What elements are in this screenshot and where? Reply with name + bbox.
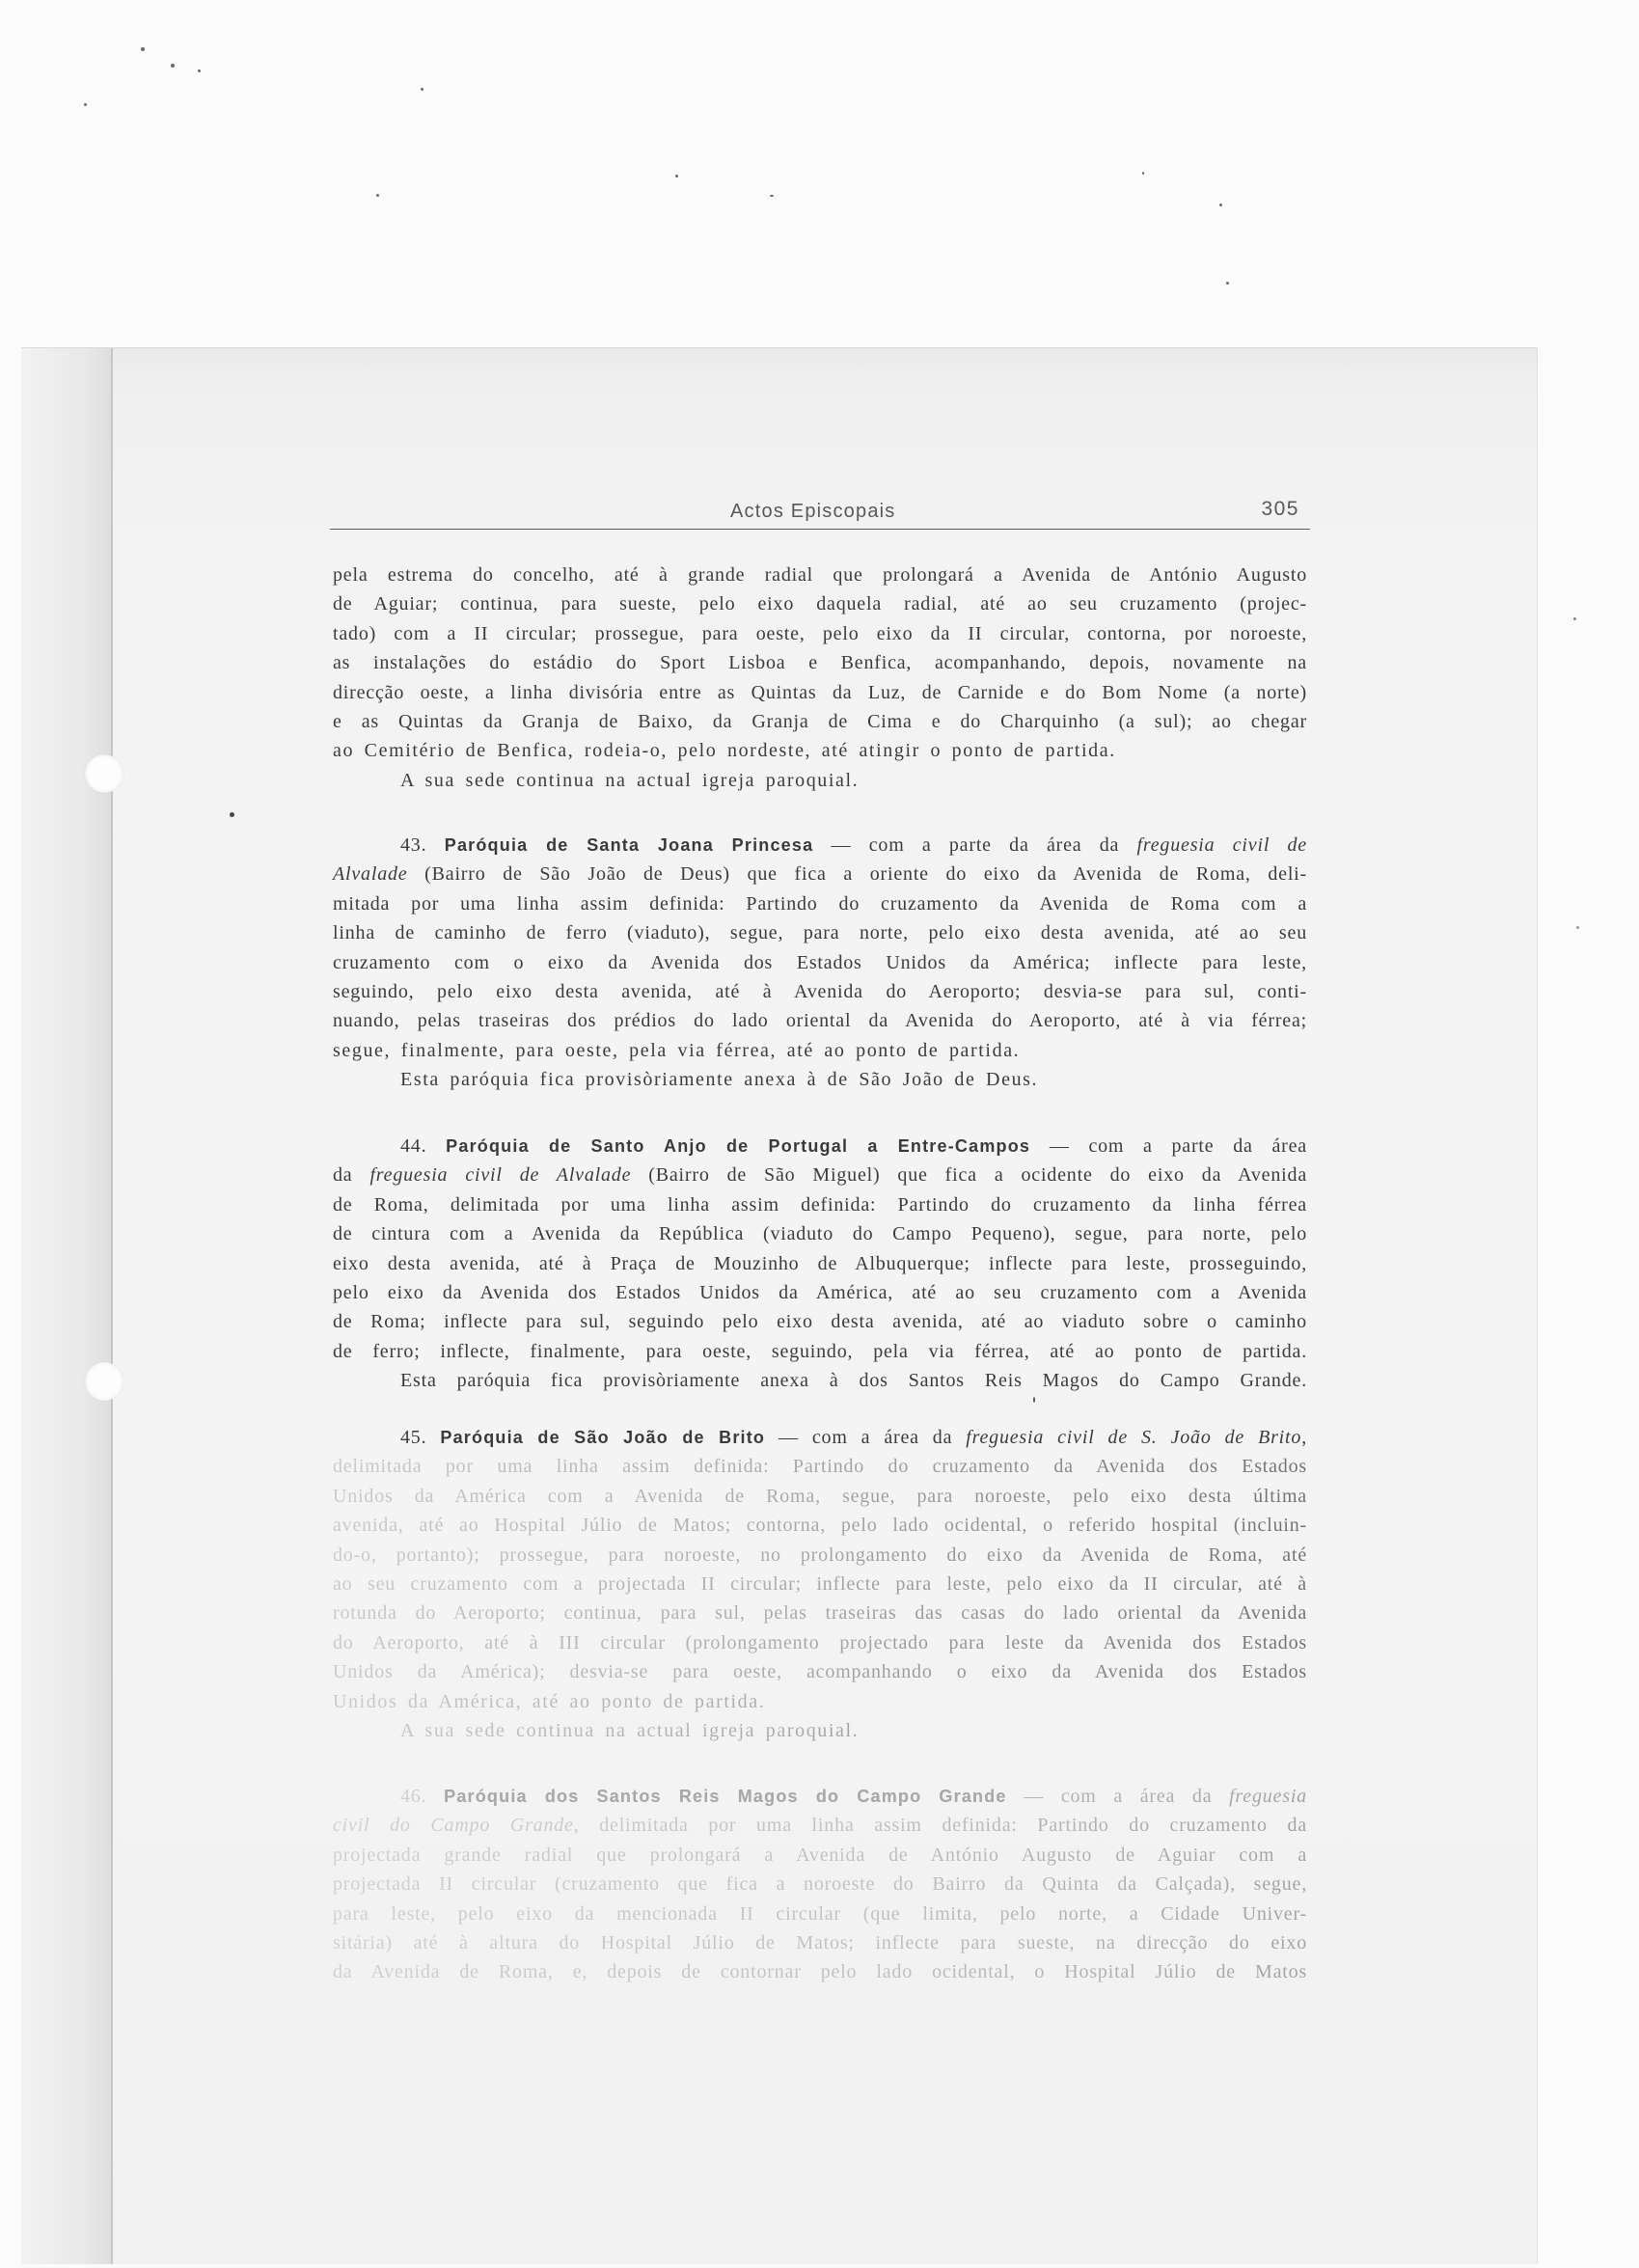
text-run: , delimitada por uma linha assim definida: Partindo do cruzamento da [573,1815,1307,1837]
text-line: direcção oeste, a linha divisória entre as Quintas da Luz, de Carnide e do Bom Nome (a norte) [333,681,1307,703]
scan-speck [198,69,201,72]
text-run: — com a área da [1006,1786,1230,1807]
text-line: de cintura com a Avenida da República (viaduto do Campo Pequeno), segue, para norte, pelo [333,1223,1307,1245]
section-number: 44. [400,1135,427,1157]
scan-speck [1033,1397,1035,1403]
section-44 [333,1132,1307,1396]
text-line [333,860,1307,888]
scan-speck [1226,282,1229,285]
section-note: A sua sede continua na actual igreja paroquial. [400,769,860,791]
section-heading-line [333,1132,1307,1161]
scan-speck [1573,617,1576,620]
text-line: da Avenida de Roma, e, depois de contornar pelo lado ocidental, o Hospital Júlio de Matos [333,1957,1307,1986]
text-line: projectada II circular (cruzamento que fica a noroeste do Bairro da Quinta da Calçada), segue, [333,1870,1307,1899]
scan-speck [1576,926,1579,929]
scan-speck [84,103,87,106]
continuation-paragraph [333,560,1307,795]
italic-term: civil do Campo Grande [333,1815,574,1837]
text-line: Unidos da América, até ao ponto de partida. [333,1687,1307,1716]
scan-speck [1142,172,1144,175]
text-line: delimitada por uma linha assim definida: Partindo do cruzamento da Avenida dos Estados [333,1452,1307,1481]
scan-speck [675,175,678,178]
section-heading: Paróquia de Santa Joana Princesa [444,835,814,855]
text-line [333,1811,1307,1840]
text-line [333,1161,1307,1189]
punch-hole [85,754,123,793]
section-number: 45. [400,1427,427,1448]
section-45 [333,1423,1307,1745]
text-line: ao Cemitério de Benfica, rodeia-o, pelo nordeste, até atingir o ponto de partida. [333,740,1116,762]
text-line: de Roma; inflecte para sul, seguindo pelo eixo desta avenida, até ao viaduto sobre o caminho [333,1311,1307,1333]
text-run: — com a parte da área [1030,1135,1307,1157]
text-line: avenida, até ao Hospital Júlio de Matos; contorna, pelo lado ocidental, o referido hospital (incluin- [333,1511,1307,1540]
text-line: de Roma, delimitada por uma linha assim definida: Partindo do cruzamento da linha férrea [333,1193,1307,1216]
text-line: sitária) até à altura do Hospital Júlio de Matos; inflecte para sueste, na direcção do eixo [333,1928,1307,1957]
text-line: seguindo, pelo eixo desta avenida, até à Avenida do Aeroporto; desvia-se para sul, conti- [333,980,1307,1002]
text-run: , [1301,1427,1307,1448]
text-line: linha de caminho de ferro (viaduto), segue, para norte, pelo eixo desta avenida, até ao seu [333,922,1307,944]
text-line: Unidos da América com a Avenida de Roma, segue, para noroeste, pelo eixo desta última [333,1482,1307,1511]
text-line: rotunda do Aeroporto; continua, para sul, pelas traseiras das casas do lado oriental da Avenida [333,1599,1307,1627]
text-line: do-o, portanto); prossegue, para noroeste, no prolongamento do eixo da Avenida de Roma, até [333,1541,1307,1570]
section-note: A sua sede continua na actual igreja paroquial. [333,1716,1307,1745]
italic-term: freguesia civil de [1136,834,1307,856]
text-line: de Aguiar; continua, para sueste, pelo eixo daquela radial, até ao seu cruzamento (projec- [333,593,1307,615]
running-header [333,496,1307,527]
section-heading: Paróquia dos Santos Reis Magos do Campo Grande [444,1787,1007,1806]
italic-term: freguesia [1229,1786,1307,1807]
scan-speck [376,194,379,197]
punch-hole [85,1362,123,1401]
header-rule [330,529,1310,530]
text-line: cruzamento com o eixo da Avenida dos Estados Unidos da América; inflecte para leste, [333,951,1307,973]
running-title: Actos Episcopais [730,501,896,522]
scan-speck [770,195,774,197]
scan-speck [141,47,145,51]
text-line: pelo eixo da Avenida dos Estados Unidos da América, até ao seu cruzamento com a Avenida [333,1281,1307,1303]
section-heading-line [333,1423,1307,1452]
text-line: nuando, pelas traseiras dos prédios do lado oriental da Avenida do Aeroporto, até à via férrea; [333,1010,1307,1032]
italic-term: freguesia civil de S. João de Brito [966,1427,1302,1448]
scan-speck [1219,204,1222,206]
text-line: do Aeroporto, até à III circular (prolongamento projectado para leste da Avenida dos Estados [333,1628,1307,1657]
section-number: 43. [400,834,427,856]
text-line: segue, finalmente, para oeste, pela via férrea, até ao ponto de partida. [333,1039,1021,1061]
italic-term: Alvalade [333,863,408,886]
text-run: da [333,1164,370,1187]
scan-speck [421,88,423,91]
page-number: 305 [1261,498,1299,520]
text-line: mitada por uma linha assim definida: Partindo do cruzamento da Avenida de Roma com a [333,892,1307,915]
text-run: — com a área da [765,1427,967,1448]
binding-edge [21,348,113,2264]
scan-speck [230,812,234,817]
text-run: (Bairro de São Miguel) que fica a ocidente do eixo da Avenida [631,1164,1307,1187]
section-number: 46. [400,1786,427,1807]
text-line: para leste, pelo eixo da mencionada II circular (que limita, pelo norte, a Cidade Univer- [333,1899,1307,1928]
text-line: Unidos da América); desvia-se para oeste, acompanhando o eixo da Avenida dos Estados [333,1657,1307,1686]
text-line: e as Quintas da Granja de Baixo, da Granja de Cima e do Charquinho (a sul); ao chegar [333,710,1307,732]
text-line: ao seu cruzamento com a projectada II circular; inflecte para leste, pelo eixo da II circular, até à [333,1570,1307,1599]
section-heading: Paróquia de Santo Anjo de Portugal a Entre-Campos [446,1136,1031,1156]
text-line: as instalações do estádio do Sport Lisboa e Benfica, acompanhando, depois, novamente na [333,652,1307,674]
section-46 [333,1782,1307,1987]
section-note: Esta paróquia fica provisòriamente anexa à de São João de Deus. [400,1069,1039,1091]
text-line: eixo desta avenida, até à Praça de Mouzinho de Albuquerque; inflecte para leste, prosseguindo, [333,1252,1307,1274]
text-line: tado) com a II circular; prossegue, para oeste, pelo eixo da II circular, contorna, por noroeste, [333,622,1307,644]
text-run: (Bairro de São João de Deus) que fica a oriente do eixo da Avenida de Roma, deli- [407,863,1307,886]
text-line: de ferro; inflecte, finalmente, para oeste, seguindo, pela via férrea, até ao ponto de partida. [333,1340,1307,1362]
text-run: — com a parte da área da [813,834,1137,856]
section-heading-line [333,831,1307,860]
scan-speck [171,64,175,68]
section-heading-line [333,1782,1307,1811]
italic-term: freguesia civil de Alvalade [369,1164,632,1187]
text-line: projectada grande radial que prolongará a Avenida de António Augusto de Aguiar com a [333,1841,1307,1870]
text-line: pela estrema do concelho, até à grande radial que prolongará a Avenida de António Augusto [333,564,1307,586]
section-note: Esta paróquia fica provisòriamente anexa à dos Santos Reis Magos do Campo Grande. [400,1370,1307,1392]
section-heading: Paróquia de São João de Brito [440,1428,766,1447]
section-43 [333,831,1307,1095]
